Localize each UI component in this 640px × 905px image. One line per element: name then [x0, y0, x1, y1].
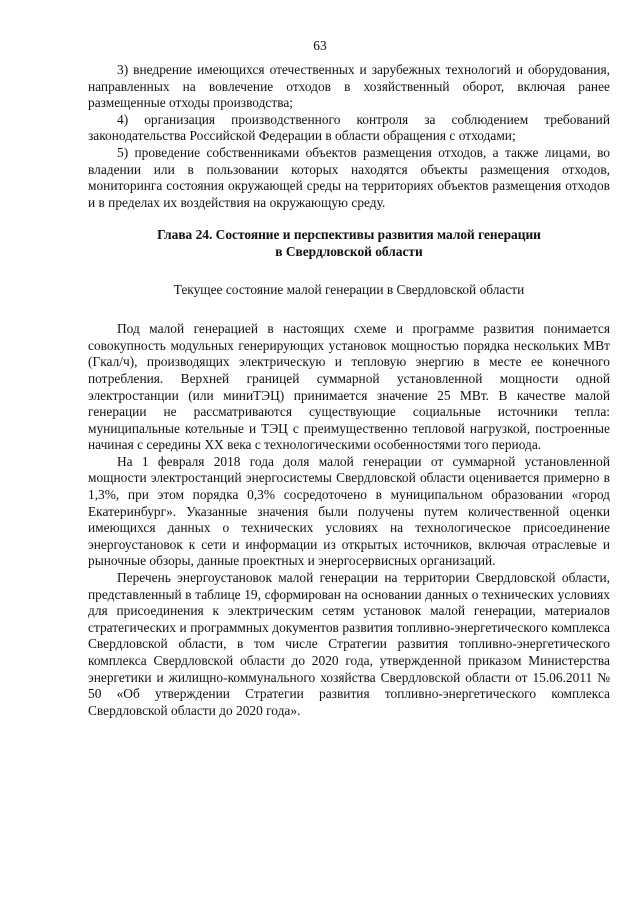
body-paragraph: На 1 февраля 2018 года доля малой генерации от суммарной установленной мощности электростанций энергосистемы Свердловской области оценивается примерно в 1,3%, при этом порядка 0,3% сосредоточено в муниципальном образовании «город Екатеринбург». Указанные значения были получены путем количественной оценки имеющихся данных о технических условиях на технологическое присоединение энергоустановок к сети и информации из открытых источников, включая отраслевые и рыночные обзоры, данные проектных и энергосервисных организаций. — [88, 453, 610, 569]
page-number: 63 — [313, 38, 327, 53]
body-paragraph: Перечень энергоустановок малой генерации на территории Свердловской области, представленный в таблице 19, сформирован на основании данных о технических условиях для присоединения к электрическим сетям установок малой генерации, материалов стратегических и программных документов развития топливно-энергетического комплекса Свердловской области, в том числе Стратегии развития топливно-энергетического комплекса Свердловской области до 2020 года, утвержденной приказом Министерства энергетики и жилищно-коммунального хозяйства Свердловской области от 15.06.2011 № 50 «Об утверждении Стратегии развития топливно-энергетического комплекса Свердловской области до 2020 года». — [88, 570, 610, 718]
chapter-heading-line-1: Глава 24. Состояние и перспективы развития малой генерации — [157, 227, 541, 243]
body-paragraph: Под малой генерацией в настоящих схеме и программе развития понимается совокупность модульных генерирующих установок мощностью порядка нескольких МВт (Гкал/ч), производящих электрическую и тепловую энергию в месте ее конечного потребления. Верхней границей суммарной установленной мощности одной электростанции (или миниТЭЦ) принимается значение 25 МВт. В качестве малой генерации не рассматриваются существующие социальные источники тепла: муниципальные котельные и ТЭЦ с преимущественно тепловой нагрузкой, построенные начиная с середины XX века с технологическими особенностями того периода. — [88, 321, 610, 453]
page-content — [88, 62, 610, 719]
chapter-heading — [88, 227, 610, 260]
chapter-heading-line-2: в Свердловской области — [275, 243, 423, 259]
list-item: 3) внедрение имеющихся отечественных и зарубежных технологий и оборудования, направленных на вовлечение отходов в хозяйственный оборот, включая ранее размещенные отходы производства; — [88, 62, 610, 111]
section-title: Текущее состояние малой генерации в Свердловской области — [173, 281, 525, 297]
list-item: 5) проведение собственниками объектов размещения отходов, а также лицами, во владении или в пользовании которых находятся объекты размещения отходов, мониторинга состояния окружающей среды на территориях объектов размещения отходов и в пределах их воздействия на окружающую среду. — [88, 144, 610, 210]
list-item: 4) организация производственного контроля за соблюдением требований законодательства Российской Федерации в области обращения с отходами; — [88, 111, 610, 144]
